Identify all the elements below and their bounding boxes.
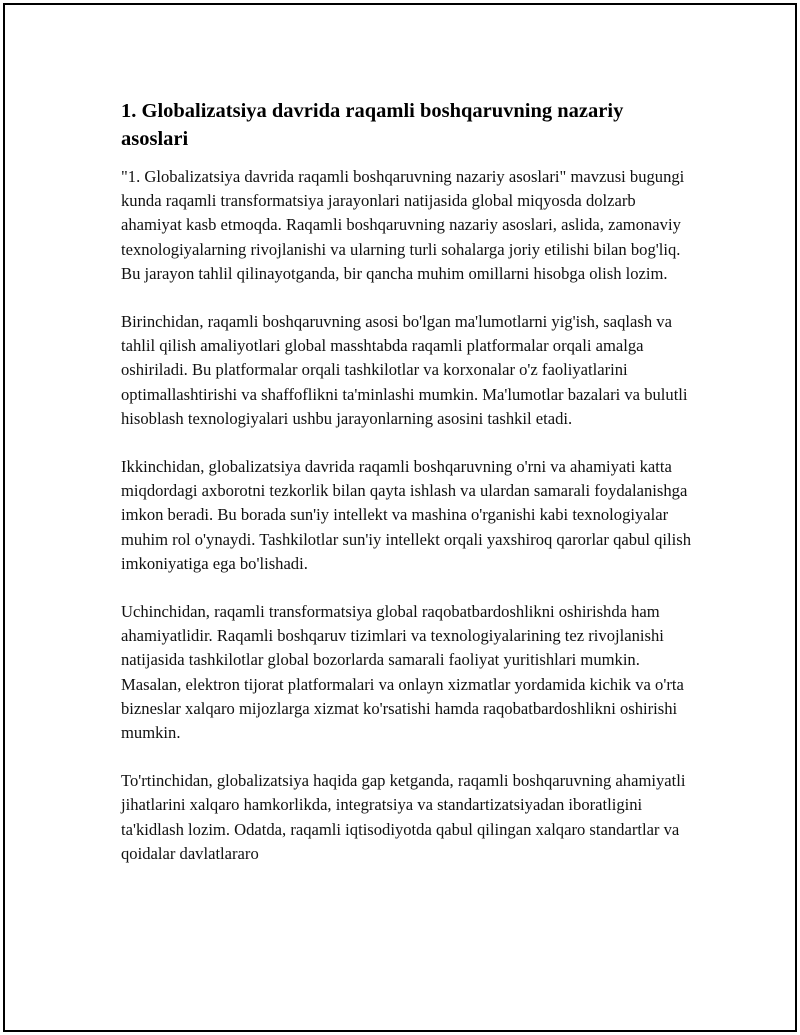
document-body (121, 97, 691, 890)
paragraph-second-point: Ikkinchidan, globalizatsiya davrida raqamli boshqaruvning o'rni va ahamiyati katta miqdordagi axborotni tezkorlik bilan qayta ishlash va ulardan samarali foydalanishga imkon beradi. Bu borada sun'iy intellekt va mashina o'rganishi kabi texnologiyalar muhim rol o'ynaydi. Tashkilotlar sun'iy intellekt orqali yaxshiroq qarorlar qabul qilish imkoniyatiga ega bo'lishadi. (121, 457, 691, 573)
paragraph-first-point: Birinchidan, raqamli boshqaruvning asosi bo'lgan ma'lumotlarni yig'ish, saqlash va tahlil qilish amaliyotlari global masshtabda raqamli platformalar orqali amalga oshiriladi. Bu platformalar orqali tashkilotlar va korxonalar o'z faoliyatlarini optimallashtirishi va shaffoflikni ta'minlashi mumkin. Ma'lumotlar bazalari va bulutli hisoblash texnologiyalari ushbu jarayonlarning asosini tashkil etadi. (121, 312, 688, 428)
paragraph-third-point: Uchinchidan, raqamli transformatsiya global raqobatbardoshlikni oshirishda ham ahamiyatlidir. Raqamli boshqaruv tizimlari va texnologiyalarining tez rivojlanishi natijasida tashkilotlar global bozorlarda samarali faoliyat yuritishlari mumkin. Masalan, elektron tijorat platformalari va onlayn xizmatlar yordamida kichik va o'rta bizneslar xalqaro mijozlarga xizmat ko'rsatishi hamda raqobatbardoshlikni oshirishi mumkin. (121, 602, 684, 743)
paragraph-fourth-point: To'rtinchidan, globalizatsiya haqida gap ketganda, raqamli boshqaruvning ahamiyatli jihatlarini xalqaro hamkorlikda, integratsiya va standartizatsiyadan iboratligini ta'kidlash lozim. Odatda, raqamli iqtisodiyotda qabul qilingan xalqaro standartlar va qoidalar davlatlararo (121, 771, 686, 863)
section-heading: 1. Globalizatsiya davrida raqamli boshqaruvning nazariy asoslari (121, 100, 624, 150)
document-page (3, 3, 797, 1032)
paragraph-intro: "1. Globalizatsiya davrida raqamli boshqaruvning nazariy asoslari" mavzusi bugungi kunda raqamli transformatsiya jarayonlari natijasida global miqyosda dolzarb ahamiyat kasb etmoqda. Raqamli boshqaruvning nazariy asoslari, aslida, zamonaviy texnologiyalarning rivojlanishi va ularning turli sohalarga joriy etilishi bilan bog'liq. Bu jarayon tahlil qilinayotganda, bir qancha muhim omillarni hisobga olish lozim. (121, 167, 685, 283)
